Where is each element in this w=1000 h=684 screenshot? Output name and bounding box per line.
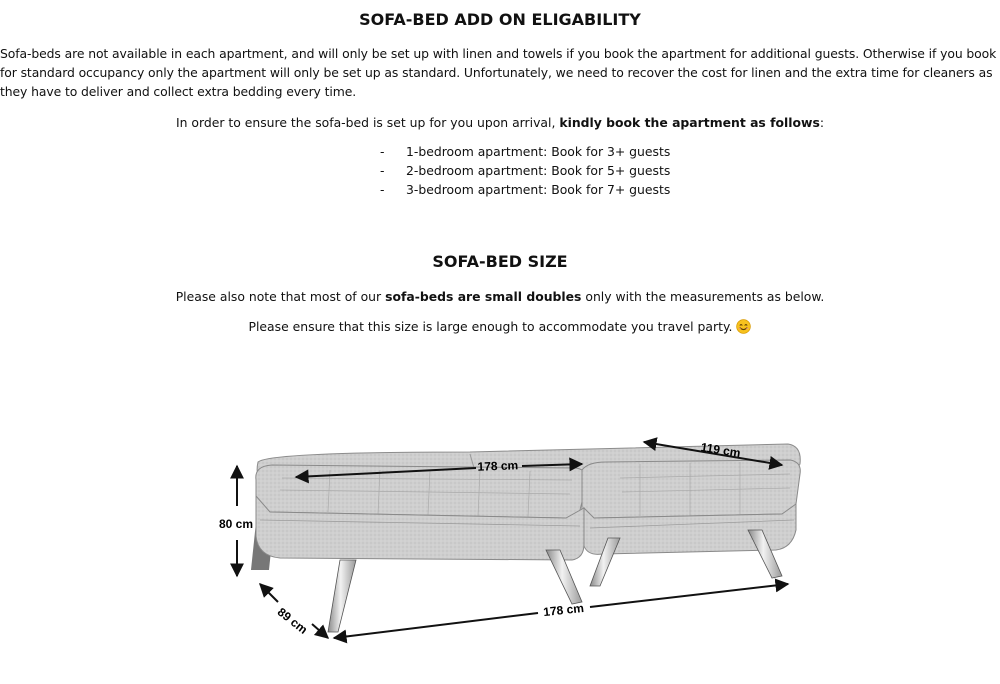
size-title: SOFA-BED SIZE [432,252,568,271]
booking-instruction [0,113,1000,132]
dimension-height [219,466,253,576]
size-ensure [0,317,1000,336]
booking-list [380,142,670,199]
eligibility-intro: Sofa-beds are not available in each apartment, and will only be set up with linen and towels if you book the apartment for additional guests. Otherwise if you book for standard occupancy only the apartment will only be set up as standard. Unfortunately, we need to recover the cost for linen and the extra time for cleaners as they have to deliver and collect extra bedding every time. [0,46,997,99]
eligibility-title: SOFA-BED ADD ON ELIGABILITY [359,10,641,29]
depth-top-label: 119 cm [699,440,742,461]
booking-instruction-suffix: : [819,115,825,130]
list-item-text: 2-bedroom apartment: Book for 5+ guests [406,163,671,178]
dimension-depth-bottom [260,584,328,638]
seat-cushions [256,460,800,518]
size-note [0,287,1000,306]
size-ensure-text: Please ensure that this size is large enough to accommodate you travel party. [248,319,733,334]
booking-instruction-bold: kindly book the apartment as follows [559,115,820,130]
size-note-suffix: only with the measurements as below. [581,289,825,304]
list-item [380,142,670,161]
list-dash: - [380,163,385,178]
length-bottom-label: 178 cm [542,600,585,620]
list-item [380,161,670,180]
booking-instruction-prefix: In order to ensure the sofa-bed is set up for you upon arrival, [175,115,560,130]
list-item-text: 3-bedroom apartment: Book for 7+ guests [406,182,671,197]
list-item-text: 1-bedroom apartment: Book for 3+ guests [406,144,671,159]
size-note-bold: sofa-beds are small doubles [385,289,582,304]
dimension-length-bottom [334,584,788,638]
list-item [380,180,670,199]
list-dash: - [380,182,385,197]
height-label: 80 cm [218,517,254,531]
smiling-face-emoji-icon [736,319,751,334]
sofa-bed-diagram [210,370,810,670]
length-top-label: 178 cm [477,458,519,474]
size-note-prefix: Please also note that most of our [175,289,386,304]
list-dash: - [380,144,385,159]
depth-bottom-label: 89 cm [274,604,311,637]
